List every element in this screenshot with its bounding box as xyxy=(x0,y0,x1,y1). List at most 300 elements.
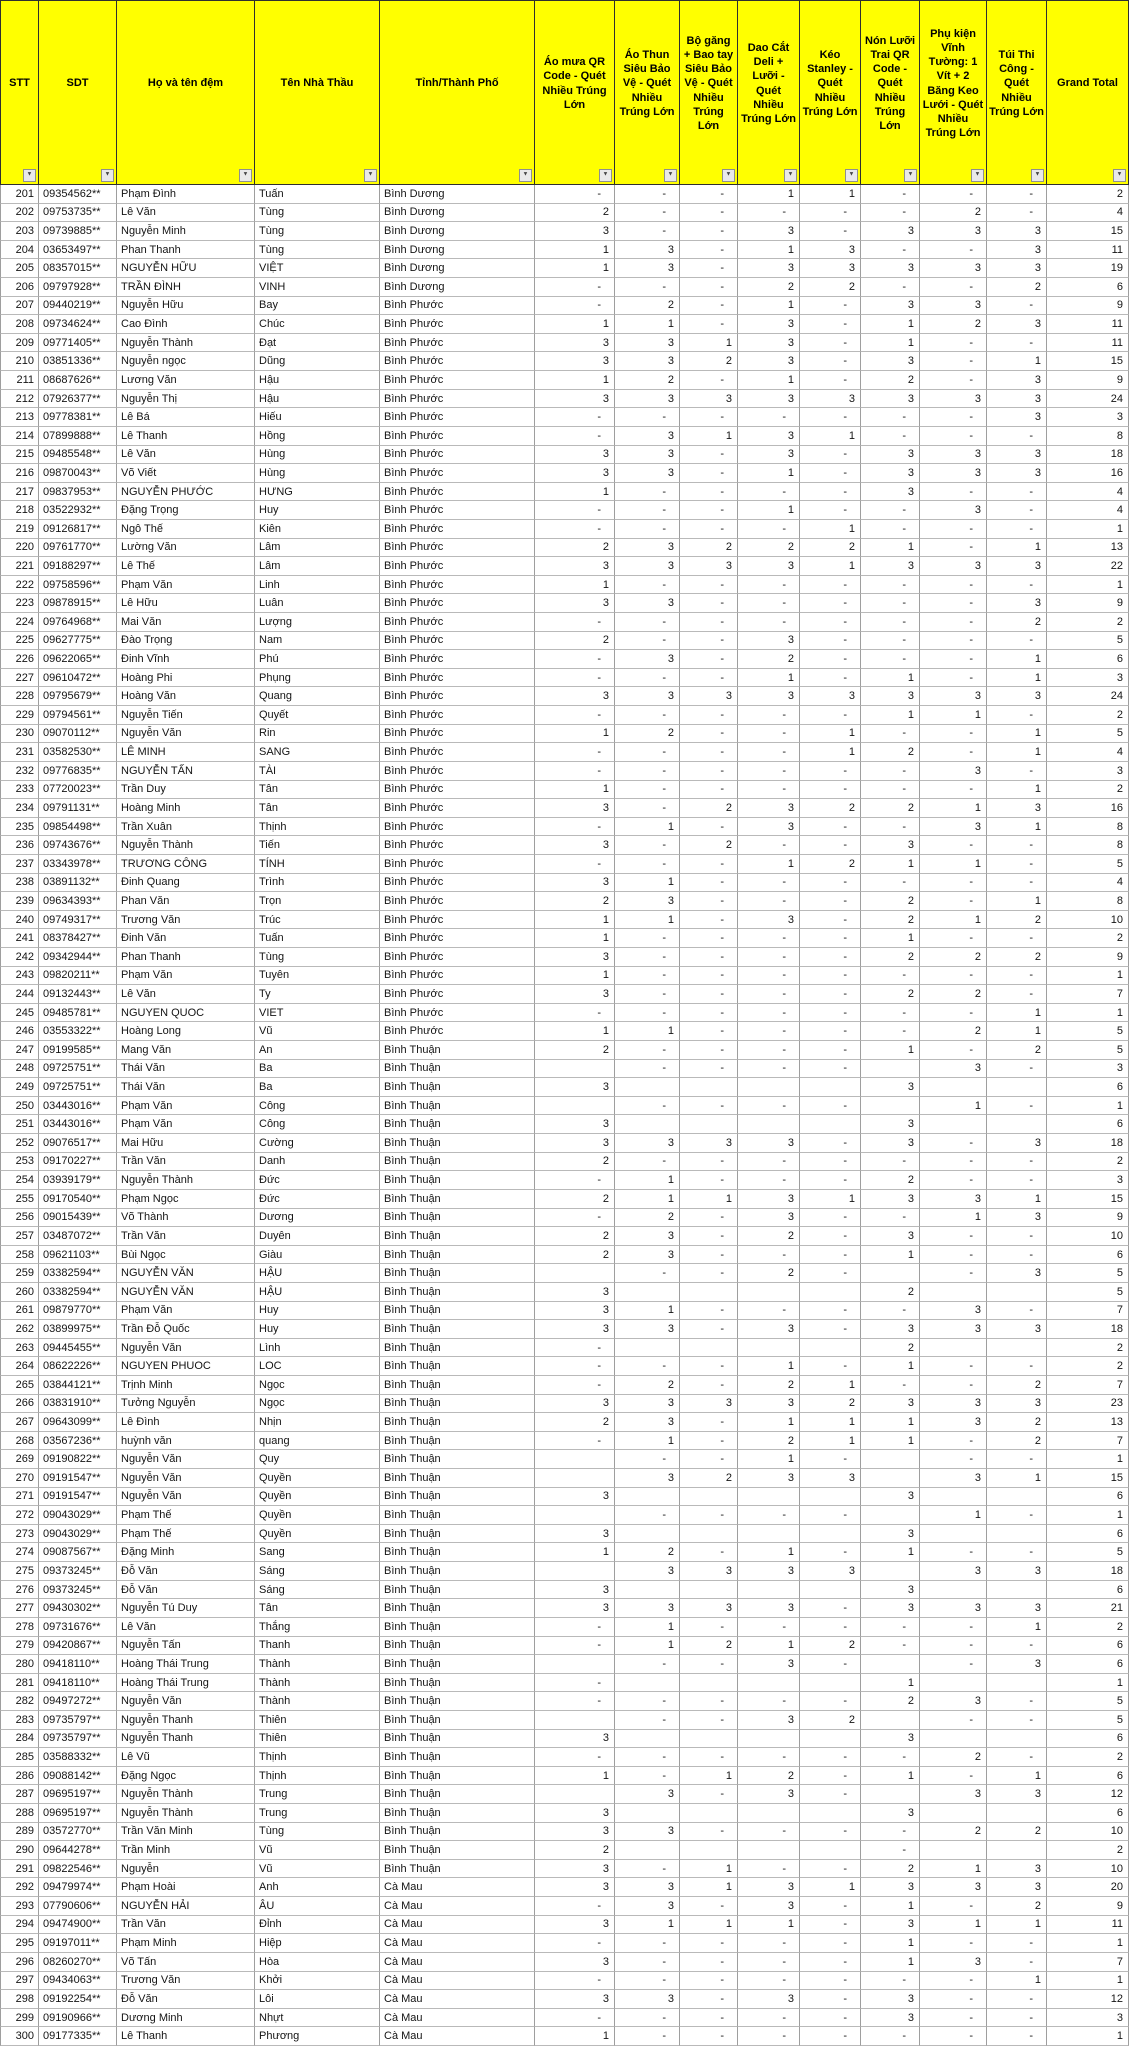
cell-grand-total[interactable]: 9 xyxy=(1047,594,1129,613)
cell-scissors[interactable]: 2 xyxy=(800,1637,861,1656)
cell-toolbag[interactable] xyxy=(987,1283,1047,1302)
cell-accessory[interactable]: - xyxy=(920,781,987,800)
cell-cutter[interactable]: - xyxy=(738,483,800,502)
cell-province[interactable]: Bình Phước xyxy=(380,650,535,669)
cell-stt[interactable]: 234 xyxy=(0,799,39,818)
cell-cutter[interactable]: 3 xyxy=(738,446,800,465)
cell-cap[interactable]: - xyxy=(861,1376,920,1395)
cell-cutter[interactable]: 2 xyxy=(738,1432,800,1451)
cell-grand-total[interactable]: 1 xyxy=(1047,967,1129,986)
cell-name[interactable]: Nguyễn Thanh xyxy=(117,1711,255,1730)
cell-gloves[interactable]: - xyxy=(680,1785,738,1804)
cell-cutter[interactable]: 3 xyxy=(738,352,800,371)
cell-tshirt[interactable]: 3 xyxy=(615,427,680,446)
cell-contractor[interactable]: Vũ xyxy=(255,1841,380,1860)
cell-province[interactable]: Bình Phước xyxy=(380,836,535,855)
cell-toolbag[interactable]: - xyxy=(987,520,1047,539)
cell-gloves[interactable]: 3 xyxy=(680,557,738,576)
cell-cutter[interactable]: - xyxy=(738,1953,800,1972)
cell-name[interactable]: Lê Thế xyxy=(117,557,255,576)
cell-cutter[interactable]: - xyxy=(738,576,800,595)
cell-grand-total[interactable]: 4 xyxy=(1047,874,1129,893)
cell-province[interactable]: Bình Thuận xyxy=(380,1246,535,1265)
cell-scissors[interactable]: - xyxy=(800,632,861,651)
cell-gloves[interactable]: 1 xyxy=(680,1860,738,1879)
cell-accessory[interactable]: 2 xyxy=(920,1022,987,1041)
cell-cap[interactable] xyxy=(861,1562,920,1581)
cell-toolbag[interactable]: 3 xyxy=(987,1785,1047,1804)
cell-toolbag[interactable]: - xyxy=(987,1543,1047,1562)
cell-grand-total[interactable]: 9 xyxy=(1047,1897,1129,1916)
cell-scissors[interactable]: - xyxy=(800,669,861,688)
cell-sdt[interactable]: 09739885** xyxy=(39,222,117,241)
cell-contractor[interactable]: Sáng xyxy=(255,1562,380,1581)
cell-stt[interactable]: 250 xyxy=(0,1097,39,1116)
cell-contractor[interactable]: Nhịn xyxy=(255,1413,380,1432)
cell-cap[interactable]: 1 xyxy=(861,855,920,874)
cell-name[interactable]: Phạm Thế xyxy=(117,1525,255,1544)
cell-cap[interactable]: - xyxy=(861,2027,920,2046)
cell-gloves[interactable]: - xyxy=(680,1376,738,1395)
cell-sdt[interactable]: 09794561** xyxy=(39,706,117,725)
cell-tshirt[interactable] xyxy=(615,1804,680,1823)
cell-cutter[interactable]: 3 xyxy=(738,315,800,334)
cell-cap[interactable]: 3 xyxy=(861,297,920,316)
cell-accessory[interactable]: 1 xyxy=(920,911,987,930)
cell-contractor[interactable]: Ba xyxy=(255,1060,380,1079)
cell-cap[interactable]: 3 xyxy=(861,1227,920,1246)
cell-accessory[interactable]: - xyxy=(920,1637,987,1656)
cell-scissors[interactable]: - xyxy=(800,1227,861,1246)
cell-province[interactable]: Bình Phước xyxy=(380,557,535,576)
cell-scissors[interactable]: - xyxy=(800,911,861,930)
cell-sdt[interactable]: 09418110** xyxy=(39,1655,117,1674)
cell-grand-total[interactable]: 24 xyxy=(1047,687,1129,706)
cell-sdt[interactable]: 09430302** xyxy=(39,1599,117,1618)
cell-name[interactable]: Đinh Vĩnh xyxy=(117,650,255,669)
cell-raincoat[interactable]: - xyxy=(535,408,615,427)
cell-scissors[interactable]: - xyxy=(800,818,861,837)
cell-toolbag[interactable]: 1 xyxy=(987,669,1047,688)
cell-province[interactable]: Bình Thuận xyxy=(380,1767,535,1786)
cell-tshirt[interactable]: - xyxy=(615,632,680,651)
cell-sdt[interactable]: 09190966** xyxy=(39,2009,117,2028)
cell-toolbag[interactable]: 3 xyxy=(987,241,1047,260)
cell-grand-total[interactable]: 24 xyxy=(1047,390,1129,409)
cell-contractor[interactable]: Tân xyxy=(255,781,380,800)
cell-contractor[interactable]: VIET xyxy=(255,1004,380,1023)
cell-name[interactable]: Hoàng Minh xyxy=(117,799,255,818)
cell-gloves[interactable] xyxy=(680,1488,738,1507)
cell-cutter[interactable]: - xyxy=(738,1972,800,1991)
cell-province[interactable]: Bình Thuận xyxy=(380,1320,535,1339)
cell-sdt[interactable]: 03567236** xyxy=(39,1432,117,1451)
cell-raincoat[interactable]: 3 xyxy=(535,1302,615,1321)
cell-tshirt[interactable]: - xyxy=(615,1748,680,1767)
cell-tshirt[interactable]: 3 xyxy=(615,557,680,576)
cell-grand-total[interactable]: 8 xyxy=(1047,427,1129,446)
cell-tshirt[interactable]: 1 xyxy=(615,1171,680,1190)
cell-cutter[interactable]: - xyxy=(738,948,800,967)
cell-accessory[interactable]: 3 xyxy=(920,1878,987,1897)
cell-raincoat[interactable]: - xyxy=(535,706,615,725)
cell-name[interactable]: Lê Hữu xyxy=(117,594,255,613)
cell-name[interactable]: Lê Vũ xyxy=(117,1748,255,1767)
cell-province[interactable]: Bình Thuận xyxy=(380,1302,535,1321)
cell-stt[interactable]: 280 xyxy=(0,1655,39,1674)
cell-gloves[interactable]: - xyxy=(680,892,738,911)
filter-dropdown-button[interactable] xyxy=(23,169,36,182)
cell-sdt[interactable]: 09043029** xyxy=(39,1525,117,1544)
cell-grand-total[interactable]: 5 xyxy=(1047,1041,1129,1060)
cell-toolbag[interactable]: 3 xyxy=(987,594,1047,613)
cell-cutter[interactable] xyxy=(738,1525,800,1544)
cell-cutter[interactable]: - xyxy=(738,1060,800,1079)
cell-province[interactable]: Cà Mau xyxy=(380,1934,535,1953)
cell-sdt[interactable]: 09474900** xyxy=(39,1916,117,1935)
cell-stt[interactable]: 264 xyxy=(0,1357,39,1376)
cell-grand-total[interactable]: 15 xyxy=(1047,222,1129,241)
cell-stt[interactable]: 248 xyxy=(0,1060,39,1079)
cell-sdt[interactable]: 09725751** xyxy=(39,1060,117,1079)
cell-cutter[interactable]: 3 xyxy=(738,1469,800,1488)
cell-grand-total[interactable]: 2 xyxy=(1047,1841,1129,1860)
cell-cap[interactable]: 3 xyxy=(861,557,920,576)
cell-gloves[interactable]: 3 xyxy=(680,1134,738,1153)
cell-toolbag[interactable]: 1 xyxy=(987,743,1047,762)
cell-cap[interactable]: 1 xyxy=(861,929,920,948)
cell-sdt[interactable]: 09191547** xyxy=(39,1488,117,1507)
cell-tshirt[interactable]: - xyxy=(615,2009,680,2028)
cell-toolbag[interactable]: - xyxy=(987,1060,1047,1079)
cell-name[interactable]: Trần Minh xyxy=(117,1841,255,1860)
cell-accessory[interactable]: - xyxy=(920,1972,987,1991)
cell-stt[interactable]: 294 xyxy=(0,1916,39,1935)
cell-grand-total[interactable]: 6 xyxy=(1047,1246,1129,1265)
cell-contractor[interactable]: Thành xyxy=(255,1674,380,1693)
cell-grand-total[interactable]: 23 xyxy=(1047,1395,1129,1414)
cell-scissors[interactable]: - xyxy=(800,836,861,855)
cell-grand-total[interactable]: 1 xyxy=(1047,2027,1129,2046)
cell-province[interactable]: Bình Thuận xyxy=(380,1171,535,1190)
cell-grand-total[interactable]: 11 xyxy=(1047,334,1129,353)
cell-contractor[interactable]: Tuấn xyxy=(255,929,380,948)
cell-grand-total[interactable]: 5 xyxy=(1047,1264,1129,1283)
cell-raincoat[interactable]: 2 xyxy=(535,204,615,223)
cell-gloves[interactable]: - xyxy=(680,371,738,390)
cell-cap[interactable]: 3 xyxy=(861,390,920,409)
cell-gloves[interactable]: - xyxy=(680,1246,738,1265)
cell-contractor[interactable]: Hiệp xyxy=(255,1934,380,1953)
cell-sdt[interactable]: 09043029** xyxy=(39,1506,117,1525)
cell-accessory[interactable]: - xyxy=(920,1711,987,1730)
cell-tshirt[interactable]: - xyxy=(615,2027,680,2046)
cell-contractor[interactable]: Cường xyxy=(255,1134,380,1153)
cell-province[interactable]: Bình Phước xyxy=(380,799,535,818)
cell-sdt[interactable]: 09761770** xyxy=(39,539,117,558)
cell-cap[interactable]: - xyxy=(861,762,920,781)
cell-scissors[interactable]: 2 xyxy=(800,1711,861,1730)
cell-contractor[interactable]: Tùng xyxy=(255,241,380,260)
cell-tshirt[interactable]: 3 xyxy=(615,1246,680,1265)
cell-scissors[interactable]: - xyxy=(800,1246,861,1265)
cell-cap[interactable]: 2 xyxy=(861,911,920,930)
cell-contractor[interactable]: Hiếu xyxy=(255,408,380,427)
cell-cutter[interactable]: 3 xyxy=(738,1897,800,1916)
cell-gloves[interactable] xyxy=(680,1339,738,1358)
cell-tshirt[interactable] xyxy=(615,1078,680,1097)
cell-accessory[interactable]: 3 xyxy=(920,1469,987,1488)
cell-sdt[interactable]: 09373245** xyxy=(39,1562,117,1581)
cell-sdt[interactable]: 09354562** xyxy=(39,185,117,204)
cell-province[interactable]: Bình Thuận xyxy=(380,1469,535,1488)
cell-toolbag[interactable] xyxy=(987,1078,1047,1097)
cell-cutter[interactable]: - xyxy=(738,725,800,744)
cell-province[interactable]: Bình Thuận xyxy=(380,1674,535,1693)
cell-contractor[interactable]: Đức xyxy=(255,1190,380,1209)
cell-stt[interactable]: 239 xyxy=(0,892,39,911)
cell-province[interactable]: Bình Thuận xyxy=(380,1506,535,1525)
cell-contractor[interactable]: TÍNH xyxy=(255,855,380,874)
cell-stt[interactable]: 283 xyxy=(0,1711,39,1730)
cell-scissors[interactable]: - xyxy=(800,1543,861,1562)
cell-grand-total[interactable]: 12 xyxy=(1047,1785,1129,1804)
cell-raincoat[interactable]: - xyxy=(535,1171,615,1190)
cell-grand-total[interactable]: 6 xyxy=(1047,1115,1129,1134)
cell-toolbag[interactable]: 3 xyxy=(987,464,1047,483)
cell-scissors[interactable]: - xyxy=(800,1022,861,1041)
cell-cap[interactable]: 3 xyxy=(861,446,920,465)
cell-sdt[interactable]: 09420867** xyxy=(39,1637,117,1656)
cell-tshirt[interactable]: 3 xyxy=(615,1413,680,1432)
cell-sdt[interactable]: 09190822** xyxy=(39,1450,117,1469)
cell-grand-total[interactable]: 2 xyxy=(1047,781,1129,800)
cell-sdt[interactable]: 08357015** xyxy=(39,259,117,278)
cell-gloves[interactable]: - xyxy=(680,2027,738,2046)
cell-toolbag[interactable]: 3 xyxy=(987,557,1047,576)
cell-stt[interactable]: 212 xyxy=(0,390,39,409)
cell-gloves[interactable]: - xyxy=(680,483,738,502)
cell-raincoat[interactable]: - xyxy=(535,613,615,632)
cell-toolbag[interactable]: - xyxy=(987,204,1047,223)
cell-gloves[interactable]: - xyxy=(680,204,738,223)
cell-tshirt[interactable]: 1 xyxy=(615,911,680,930)
cell-name[interactable]: Nguyễn Văn xyxy=(117,1488,255,1507)
cell-tshirt[interactable]: 1 xyxy=(615,1190,680,1209)
cell-cap[interactable]: - xyxy=(861,185,920,204)
cell-contractor[interactable]: Huy xyxy=(255,1320,380,1339)
cell-contractor[interactable]: Quyền xyxy=(255,1525,380,1544)
cell-raincoat[interactable] xyxy=(535,1264,615,1283)
cell-province[interactable]: Bình Thuận xyxy=(380,1357,535,1376)
cell-stt[interactable]: 265 xyxy=(0,1376,39,1395)
cell-cap[interactable]: - xyxy=(861,725,920,744)
cell-cutter[interactable]: 1 xyxy=(738,501,800,520)
cell-toolbag[interactable]: - xyxy=(987,1506,1047,1525)
cell-scissors[interactable] xyxy=(800,1339,861,1358)
cell-province[interactable]: Bình Thuận xyxy=(380,1227,535,1246)
cell-toolbag[interactable]: 3 xyxy=(987,1264,1047,1283)
cell-cutter[interactable]: 1 xyxy=(738,669,800,688)
cell-contractor[interactable]: Tân xyxy=(255,1599,380,1618)
cell-toolbag[interactable]: 1 xyxy=(987,1004,1047,1023)
cell-cap[interactable]: - xyxy=(861,967,920,986)
cell-stt[interactable]: 289 xyxy=(0,1823,39,1842)
cell-stt[interactable]: 210 xyxy=(0,352,39,371)
cell-cutter[interactable]: 3 xyxy=(738,427,800,446)
cell-toolbag[interactable]: - xyxy=(987,2027,1047,2046)
cell-sdt[interactable]: 07720023** xyxy=(39,781,117,800)
cell-contractor[interactable]: Lượng xyxy=(255,613,380,632)
cell-sdt[interactable]: 09795679** xyxy=(39,687,117,706)
cell-stt[interactable]: 249 xyxy=(0,1078,39,1097)
cell-tshirt[interactable]: - xyxy=(615,1041,680,1060)
cell-tshirt[interactable]: - xyxy=(615,799,680,818)
cell-province[interactable]: Cà Mau xyxy=(380,1878,535,1897)
cell-stt[interactable]: 253 xyxy=(0,1153,39,1172)
cell-tshirt[interactable]: 3 xyxy=(615,1823,680,1842)
cell-province[interactable]: Bình Phước xyxy=(380,1022,535,1041)
cell-gloves[interactable]: - xyxy=(680,1692,738,1711)
cell-cutter[interactable]: - xyxy=(738,2009,800,2028)
cell-name[interactable]: Trương Văn xyxy=(117,1972,255,1991)
cell-raincoat[interactable]: 2 xyxy=(535,1246,615,1265)
cell-gloves[interactable]: - xyxy=(680,929,738,948)
cell-scissors[interactable]: - xyxy=(800,1655,861,1674)
cell-accessory[interactable]: 3 xyxy=(920,1190,987,1209)
cell-cutter[interactable] xyxy=(738,1581,800,1600)
cell-sdt[interactable]: 09015439** xyxy=(39,1209,117,1228)
cell-name[interactable]: Võ Viết xyxy=(117,464,255,483)
cell-stt[interactable]: 206 xyxy=(0,278,39,297)
cell-stt[interactable]: 259 xyxy=(0,1264,39,1283)
cell-stt[interactable]: 261 xyxy=(0,1302,39,1321)
cell-gloves[interactable]: - xyxy=(680,446,738,465)
cell-cutter[interactable]: - xyxy=(738,2027,800,2046)
cell-province[interactable]: Cà Mau xyxy=(380,2009,535,2028)
cell-cap[interactable]: - xyxy=(861,241,920,260)
cell-name[interactable]: NGUYỄN HỮU xyxy=(117,259,255,278)
cell-raincoat[interactable]: 1 xyxy=(535,315,615,334)
cell-cutter[interactable]: 3 xyxy=(738,818,800,837)
cell-raincoat[interactable]: 3 xyxy=(535,390,615,409)
cell-sdt[interactable]: 03522932** xyxy=(39,501,117,520)
cell-stt[interactable]: 296 xyxy=(0,1953,39,1972)
cell-scissors[interactable]: - xyxy=(800,1264,861,1283)
cell-stt[interactable]: 268 xyxy=(0,1432,39,1451)
cell-cutter[interactable]: - xyxy=(738,594,800,613)
cell-tshirt[interactable]: - xyxy=(615,1264,680,1283)
cell-toolbag[interactable]: 1 xyxy=(987,1916,1047,1935)
cell-cutter[interactable]: 3 xyxy=(738,911,800,930)
cell-toolbag[interactable]: - xyxy=(987,1357,1047,1376)
cell-stt[interactable]: 271 xyxy=(0,1488,39,1507)
cell-stt[interactable]: 272 xyxy=(0,1506,39,1525)
cell-stt[interactable]: 202 xyxy=(0,204,39,223)
cell-cap[interactable] xyxy=(861,1469,920,1488)
cell-cutter[interactable]: 2 xyxy=(738,1227,800,1246)
cell-grand-total[interactable]: 10 xyxy=(1047,1227,1129,1246)
cell-scissors[interactable]: - xyxy=(800,1618,861,1637)
cell-accessory[interactable]: 3 xyxy=(920,1320,987,1339)
cell-stt[interactable]: 226 xyxy=(0,650,39,669)
cell-accessory[interactable]: - xyxy=(920,278,987,297)
cell-stt[interactable]: 203 xyxy=(0,222,39,241)
cell-gloves[interactable]: - xyxy=(680,1450,738,1469)
cell-province[interactable]: Bình Phước xyxy=(380,315,535,334)
cell-toolbag[interactable]: - xyxy=(987,185,1047,204)
cell-contractor[interactable]: Ba xyxy=(255,1078,380,1097)
cell-grand-total[interactable]: 18 xyxy=(1047,1320,1129,1339)
cell-province[interactable]: Bình Phước xyxy=(380,632,535,651)
cell-cap[interactable]: 2 xyxy=(861,1339,920,1358)
cell-toolbag[interactable]: - xyxy=(987,1153,1047,1172)
cell-contractor[interactable]: Danh xyxy=(255,1153,380,1172)
cell-contractor[interactable]: Lình xyxy=(255,1339,380,1358)
cell-name[interactable]: Nguyễn Thành xyxy=(117,1785,255,1804)
cell-gloves[interactable]: - xyxy=(680,1506,738,1525)
cell-gloves[interactable]: - xyxy=(680,669,738,688)
cell-raincoat[interactable]: 1 xyxy=(535,259,615,278)
cell-scissors[interactable]: - xyxy=(800,1134,861,1153)
cell-raincoat[interactable]: 3 xyxy=(535,1916,615,1935)
cell-accessory[interactable]: 2 xyxy=(920,948,987,967)
cell-cutter[interactable]: - xyxy=(738,1041,800,1060)
cell-name[interactable]: Lê Đình xyxy=(117,1413,255,1432)
cell-contractor[interactable]: Hòa xyxy=(255,1953,380,1972)
cell-province[interactable]: Bình Phước xyxy=(380,408,535,427)
cell-name[interactable]: Phạm Thế xyxy=(117,1506,255,1525)
cell-grand-total[interactable]: 6 xyxy=(1047,1581,1129,1600)
cell-sdt[interactable]: 03553322** xyxy=(39,1022,117,1041)
cell-province[interactable]: Bình Dương xyxy=(380,241,535,260)
cell-province[interactable]: Bình Phước xyxy=(380,539,535,558)
cell-accessory[interactable]: 1 xyxy=(920,1860,987,1879)
cell-stt[interactable]: 274 xyxy=(0,1543,39,1562)
cell-cutter[interactable]: - xyxy=(738,1618,800,1637)
cell-grand-total[interactable]: 7 xyxy=(1047,1953,1129,1972)
cell-raincoat[interactable]: 1 xyxy=(535,1022,615,1041)
cell-sdt[interactable]: 09837953** xyxy=(39,483,117,502)
cell-toolbag[interactable]: 2 xyxy=(987,613,1047,632)
cell-raincoat[interactable]: 3 xyxy=(535,1823,615,1842)
cell-toolbag[interactable]: 1 xyxy=(987,539,1047,558)
cell-contractor[interactable]: Tùng xyxy=(255,204,380,223)
cell-contractor[interactable]: Hậu xyxy=(255,390,380,409)
cell-accessory[interactable] xyxy=(920,1078,987,1097)
cell-accessory[interactable]: - xyxy=(920,483,987,502)
cell-gloves[interactable]: 2 xyxy=(680,836,738,855)
cell-gloves[interactable]: - xyxy=(680,315,738,334)
cell-province[interactable]: Bình Thuận xyxy=(380,1860,535,1879)
cell-scissors[interactable]: - xyxy=(800,1785,861,1804)
cell-raincoat[interactable]: 2 xyxy=(535,892,615,911)
cell-sdt[interactable]: 09622065** xyxy=(39,650,117,669)
cell-tshirt[interactable]: - xyxy=(615,576,680,595)
cell-toolbag[interactable]: - xyxy=(987,1302,1047,1321)
cell-raincoat[interactable]: 1 xyxy=(535,781,615,800)
cell-scissors[interactable]: 2 xyxy=(800,855,861,874)
cell-tshirt[interactable]: 3 xyxy=(615,1599,680,1618)
cell-accessory[interactable]: 3 xyxy=(920,1395,987,1414)
cell-toolbag[interactable] xyxy=(987,1841,1047,1860)
cell-name[interactable]: Phạm Văn xyxy=(117,1115,255,1134)
cell-accessory[interactable]: - xyxy=(920,1990,987,2009)
cell-cutter[interactable]: 2 xyxy=(738,650,800,669)
cell-gloves[interactable]: 1 xyxy=(680,427,738,446)
cell-grand-total[interactable]: 2 xyxy=(1047,1339,1129,1358)
cell-grand-total[interactable]: 12 xyxy=(1047,1990,1129,2009)
